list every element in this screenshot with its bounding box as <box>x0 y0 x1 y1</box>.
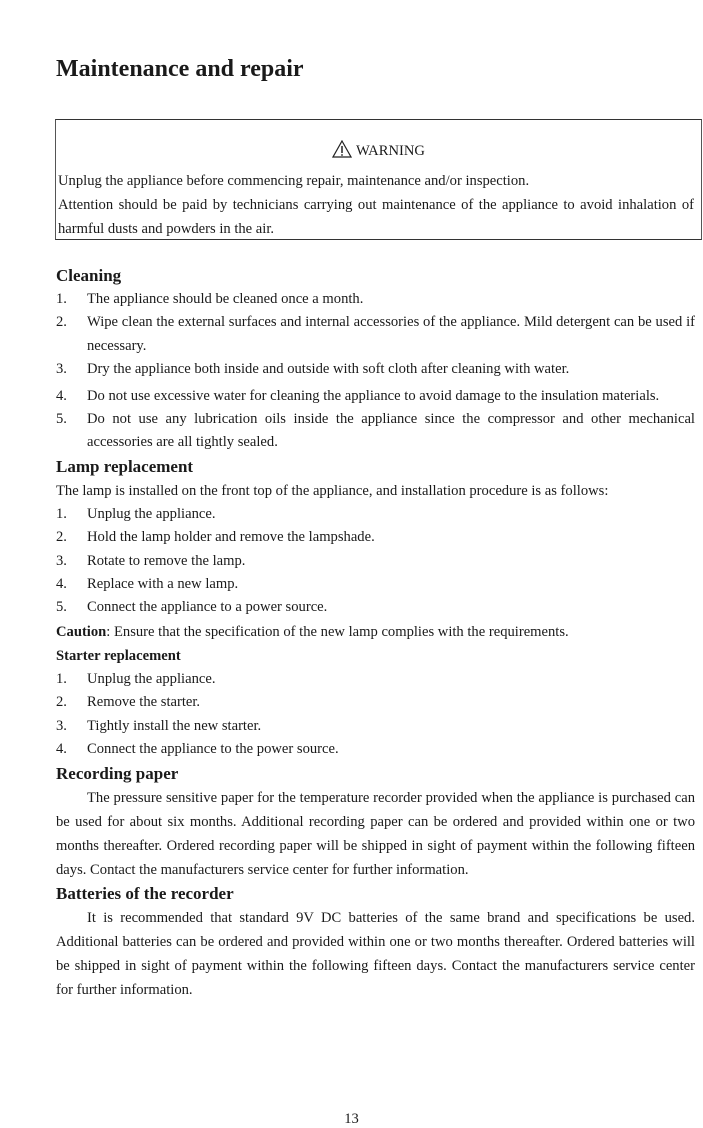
warning-triangle-icon <box>332 140 352 158</box>
caution-label: Caution <box>56 623 107 640</box>
list-item: 1. Unplug the appliance. <box>56 505 216 522</box>
list-item: 5. Do not use any lubrication oils inside the appliance since the compressor and other mechanical accessories are all tightly sealed. <box>56 411 695 451</box>
warning-box <box>55 119 702 240</box>
list-item: 1. The appliance should be cleaned once a month. <box>56 291 364 307</box>
list-item: 1. Unplug the appliance. <box>56 670 216 687</box>
page-number: 13 <box>344 1111 359 1127</box>
section-heading-lamp: Lamp replacement <box>56 456 194 476</box>
list-item: 4. Connect the appliance to the power source. <box>56 741 339 758</box>
starter-list <box>56 668 695 762</box>
warning-header <box>56 140 701 161</box>
caution-text: : Ensure that the specification of the new lamp complies with the requirements. <box>106 623 569 640</box>
section-heading-recording: Recording paper <box>56 763 179 783</box>
section-heading-cleaning: Cleaning <box>56 266 122 285</box>
cleaning-list <box>56 288 695 455</box>
list-item: 5. Connect the appliance to a power source. <box>56 599 328 616</box>
document-body <box>56 264 695 1002</box>
list-item: 2. Wipe clean the external surfaces and internal accessories of the appliance. Mild detergent can be used if necessary. <box>56 314 695 354</box>
lamp-list <box>56 503 695 620</box>
list-item: 3. Tightly install the new starter. <box>56 717 262 734</box>
warning-text: Attention should be paid by technicians carrying out maintenance of the appliance to avoid inhalation of harmful dusts and powders in the air. <box>58 197 694 237</box>
list-item: 4. Replace with a new lamp. <box>56 576 239 593</box>
section-heading-batteries: Batteries of the recorder <box>56 883 234 903</box>
batteries-paragraph: It is recommended that standard 9V DC batteries of the same brand and specifications be used. Additional batteries can be ordered and provided within one or two months thereafter. Ordered batteries will be shipped in sight of payment within the following fifteen days. Contact the manufacturers service center for further information. <box>56 909 695 998</box>
list-item: 2. Remove the starter. <box>56 694 201 711</box>
lamp-intro: The lamp is installed on the front top of the appliance, and installation procedure is as follows: <box>56 482 609 499</box>
caution-note <box>56 620 695 644</box>
section-heading-starter: Starter replacement <box>56 647 181 664</box>
list-item: 3. Dry the appliance both inside and outside with soft cloth after cleaning with water. <box>56 361 570 378</box>
list-item: 2. Hold the lamp holder and remove the lampshade. <box>56 529 375 546</box>
warning-text: Unplug the appliance before commencing repair, maintenance and/or inspection. <box>58 173 530 189</box>
warning-label: WARNING <box>356 143 425 159</box>
recording-paragraph: The pressure sensitive paper for the temperature recorder provided when the appliance is purchased can be used for about six months. Additional recording paper can be ordered and provided within one or two months thereafter. Ordered recording paper will be shipped in sight of payment within the following fifteen days. Contact the manufacturers service center for further information. <box>56 789 695 878</box>
page-title: Maintenance and repair <box>56 56 304 82</box>
list-item: 3. Rotate to remove the lamp. <box>56 552 246 569</box>
list-item: 4. Do not use excessive water for cleaning the appliance to avoid damage to the insulation materials. <box>56 387 660 404</box>
